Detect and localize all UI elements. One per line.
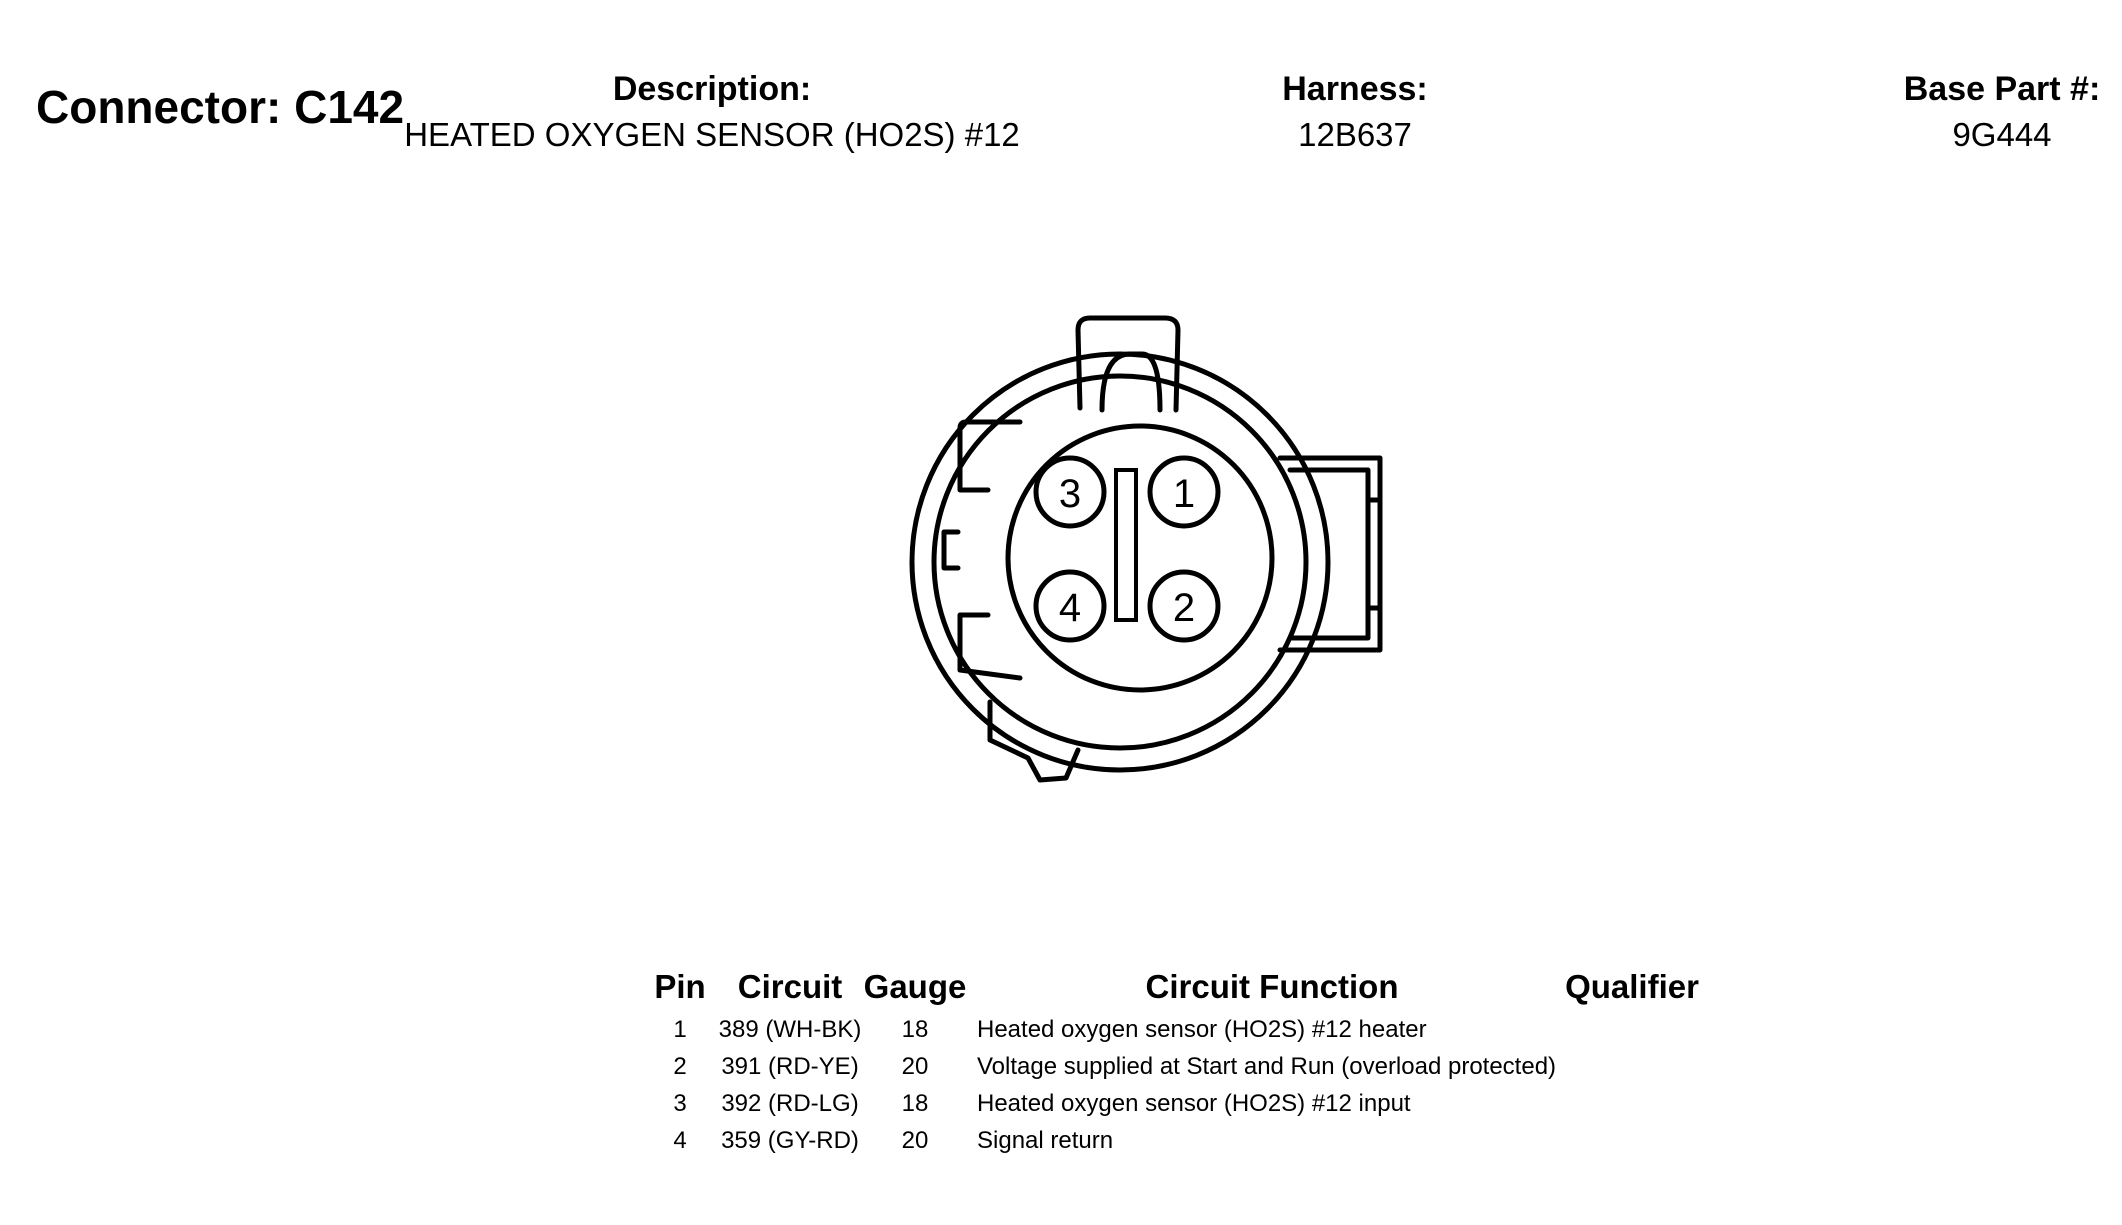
- pin-number-3: 3: [1058, 472, 1082, 516]
- row-pin: 4: [673, 1127, 687, 1154]
- header-qualifier: Qualifier: [1565, 968, 1699, 1005]
- header-gauge: Gauge: [863, 968, 967, 1005]
- inner-shell: [934, 376, 1306, 748]
- base-part-value: 9G444: [1952, 116, 2052, 153]
- pin-number-4: 4: [1058, 586, 1082, 630]
- row-circuit: 392 (RD-LG): [721, 1090, 859, 1117]
- table-row: [640, 1127, 1740, 1161]
- row-circuit-function: Heated oxygen sensor (HO2S) #12 input: [977, 1090, 1411, 1117]
- harness-value: 12B637: [1298, 116, 1412, 153]
- row-gauge: 20: [901, 1127, 929, 1154]
- harness-label: Harness:: [1282, 70, 1428, 108]
- row-gauge: 20: [901, 1053, 929, 1080]
- row-circuit-function: Signal return: [977, 1127, 1114, 1154]
- row-circuit: 391 (RD-YE): [721, 1053, 859, 1080]
- outer-shell: [912, 354, 1328, 770]
- top-latch-inner: [1102, 354, 1160, 410]
- header-circuit: Circuit: [737, 968, 843, 1005]
- description-value: HEATED OXYGEN SENSOR (HO2S) #12: [404, 116, 1020, 153]
- header-circuit-function: Circuit Function: [1145, 968, 1399, 1005]
- top-latch: [1078, 318, 1178, 410]
- row-circuit-function: Heated oxygen sensor (HO2S) #12 heater: [977, 1016, 1427, 1043]
- pin-table: [640, 968, 1740, 1168]
- row-gauge: 18: [901, 1090, 929, 1117]
- row-circuit: 359 (GY-RD): [721, 1127, 859, 1154]
- connector-face-diagram: [820, 310, 1420, 810]
- row-circuit: 389 (WH-BK): [718, 1016, 862, 1043]
- row-pin: 1: [673, 1016, 687, 1043]
- table-row: [640, 1053, 1740, 1087]
- row-gauge: 18: [901, 1016, 929, 1043]
- header-pin: Pin: [654, 968, 706, 1005]
- row-pin: 3: [673, 1090, 687, 1117]
- row-pin: 2: [673, 1053, 687, 1080]
- table-row: [640, 1090, 1740, 1124]
- left-tab-middle: [944, 532, 958, 568]
- row-circuit-function: Voltage supplied at Start and Run (overload protected): [977, 1053, 1557, 1080]
- connector-title: Connector: C142: [36, 81, 405, 133]
- description-label: Description:: [612, 70, 812, 108]
- table-row: [640, 1016, 1740, 1050]
- pin-number-1: 1: [1172, 472, 1196, 516]
- center-divider: [1116, 470, 1136, 620]
- base-part-label: Base Part #:: [1903, 70, 2101, 108]
- pin-number-2: 2: [1172, 586, 1196, 630]
